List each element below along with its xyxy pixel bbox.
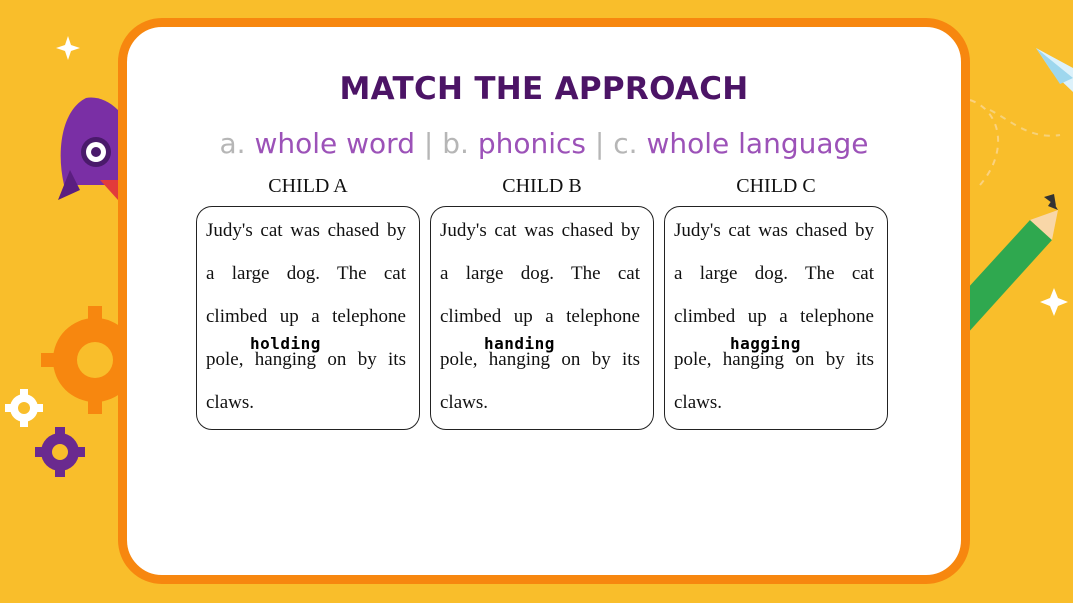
passage-line: claws. bbox=[206, 392, 255, 413]
child-a-label: CHILD A bbox=[268, 175, 348, 197]
handwritten-annotation: hagging bbox=[730, 334, 801, 353]
passage-line: hagging pole, hanging on by its bbox=[674, 334, 874, 370]
option-a-term: whole word bbox=[254, 127, 415, 160]
option-b-term: phonics bbox=[477, 127, 586, 160]
gear-icon bbox=[5, 389, 43, 427]
child-b-label: CHILD B bbox=[502, 175, 582, 197]
option-a-prefix: a. bbox=[219, 127, 246, 160]
passage-line: a large dog. The cat bbox=[674, 263, 874, 284]
passage-line: claws. bbox=[674, 392, 723, 413]
slide-title: MATCH THE APPROACH bbox=[339, 71, 749, 107]
option-c-term: whole language bbox=[646, 127, 869, 160]
child-b-passage bbox=[430, 206, 654, 430]
passage-line: Judy's cat was chased by bbox=[674, 220, 874, 241]
child-c-passage bbox=[664, 206, 888, 430]
pencil-icon bbox=[966, 194, 1058, 335]
passage-line: holding pole, hanging on by its bbox=[206, 334, 406, 370]
paper-plane-icon bbox=[1036, 48, 1073, 92]
passage-line: climbed up a telephone bbox=[674, 306, 874, 327]
sparkle-icon bbox=[1040, 288, 1068, 316]
gear-icon bbox=[35, 427, 85, 477]
separator: | bbox=[423, 127, 434, 160]
passage-line: claws. bbox=[440, 392, 489, 413]
passage-line: climbed up a telephone bbox=[206, 306, 406, 327]
passage-line: Judy's cat was chased by bbox=[440, 220, 640, 241]
passage-line: Judy's cat was chased by bbox=[206, 220, 406, 241]
child-c-label: CHILD C bbox=[736, 175, 816, 197]
slide-subtitle bbox=[127, 127, 961, 160]
child-a-passage bbox=[196, 206, 420, 430]
passage-line: a large dog. The cat bbox=[440, 263, 640, 284]
option-b-prefix: b. bbox=[442, 127, 469, 160]
option-c-prefix: c. bbox=[613, 127, 638, 160]
passage-line: handing pole, hanging on by its bbox=[440, 334, 640, 370]
handwritten-annotation: holding bbox=[250, 334, 321, 353]
passage-line: a large dog. The cat bbox=[206, 263, 406, 284]
sparkle-icon bbox=[56, 36, 80, 60]
rocket-icon bbox=[58, 98, 118, 201]
separator: | bbox=[594, 127, 605, 160]
handwritten-annotation: handing bbox=[484, 334, 555, 353]
passage-line: climbed up a telephone bbox=[440, 306, 640, 327]
